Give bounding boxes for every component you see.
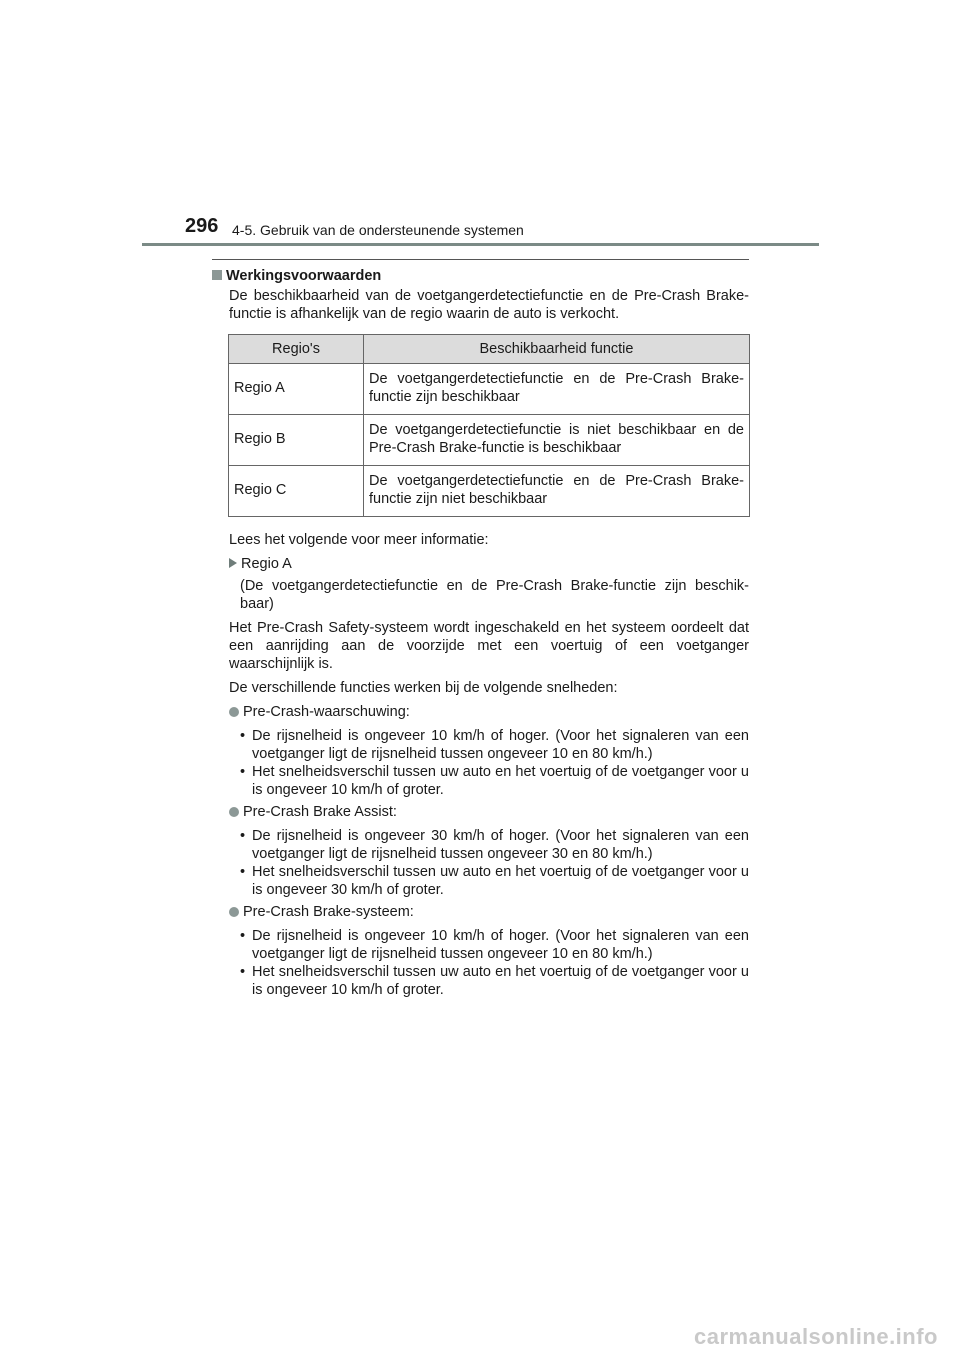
table-row	[229, 466, 750, 517]
dot-bullet: •	[240, 764, 246, 780]
list-item-text: Het snelheidsverschil tussen uw auto en het voertuig of de voetganger voor u is ongeveer 30 km/h of groter.	[252, 864, 749, 898]
dot-bullet: •	[240, 864, 246, 880]
function-pre-crash-warning	[212, 703, 749, 799]
function-name: Pre-Crash-waarschuwing:	[243, 704, 410, 720]
list-item-text: De rijsnelheid is ongeveer 10 km/h of hoger. (Voor het signaleren van een voetganger ligt de rijsnelheid tussen ongeveer 10 en 80 km/h.)	[252, 928, 749, 962]
circle-bullet-icon	[229, 707, 239, 717]
circle-bullet-icon	[229, 907, 239, 917]
paragraph-system-activation: Het Pre-Crash Safety-systeem wordt ingeschakeld en het systeem oordeelt dat een aanrijding aan de voorzijde met een voertuig of een voetganger waarschijnlijk is.	[229, 620, 749, 672]
paragraph-speeds-intro: De verschillende functies werken bij de volgende snelheden:	[229, 680, 618, 696]
list-item	[212, 727, 749, 763]
region-a-note: (De voetgangerdetectiefunctie en de Pre-Crash Brake-functie zijn beschik-baar)	[240, 578, 749, 612]
dot-bullet: •	[240, 964, 246, 980]
list-item	[212, 763, 749, 799]
dot-bullet: •	[240, 828, 246, 844]
square-bullet-icon	[212, 270, 222, 280]
table-row	[229, 415, 750, 466]
table-cell-region: Regio B	[229, 415, 364, 466]
function-pre-crash-brake-system	[212, 903, 749, 999]
function-name: Pre-Crash Brake-systeem:	[243, 904, 414, 920]
list-item-text: Het snelheidsverschil tussen uw auto en het voertuig of de voetganger voor u is ongeveer 10 km/h of groter.	[252, 964, 749, 998]
chapter-title: 4-5. Gebruik van de ondersteunende systemen	[232, 222, 524, 238]
function-name: Pre-Crash Brake Assist:	[243, 804, 397, 820]
table-header-availability: Beschikbaarheid functie	[364, 335, 750, 364]
region-a-heading	[212, 555, 749, 573]
list-item-text: De rijsnelheid is ongeveer 30 km/h of hoger. (Voor het signaleren van een voetganger ligt de rijsnelheid tussen ongeveer 30 en 80 km/h.)	[252, 828, 749, 862]
function-pre-crash-brake-assist	[212, 803, 749, 899]
page-content	[212, 259, 749, 1003]
page-number: 296	[185, 215, 219, 237]
section-top-rule	[212, 259, 749, 260]
section-intro: De beschikbaarheid van de voetgangerdetectiefunctie en de Pre-Crash Brake-functie is afhankelijk van de regio waarin de auto is verkocht.	[229, 288, 749, 322]
dot-bullet: •	[240, 728, 246, 744]
watermark-text: carmanualsonline.info	[694, 1324, 938, 1349]
section-heading	[212, 267, 749, 285]
table-cell-availability: De voetgangerdetectiefunctie en de Pre-Crash Brake-functie zijn beschikbaar	[364, 364, 750, 415]
region-a-label: Regio A	[241, 556, 292, 572]
info-intro: Lees het volgende voor meer informatie:	[229, 532, 489, 548]
table-cell-region: Regio C	[229, 466, 364, 517]
table-header-regions: Regio's	[229, 335, 364, 364]
function-heading	[212, 803, 749, 821]
list-item-text: Het snelheidsverschil tussen uw auto en het voertuig of de voetganger voor u is ongeveer 10 km/h of groter.	[252, 764, 749, 798]
function-heading	[212, 903, 749, 921]
dot-bullet: •	[240, 928, 246, 944]
section-heading-text: Werkingsvoorwaarden	[226, 268, 382, 284]
list-item	[212, 927, 749, 963]
table-cell-availability: De voetgangerdetectiefunctie en de Pre-Crash Brake-functie zijn niet beschikbaar	[364, 466, 750, 517]
list-item-text: De rijsnelheid is ongeveer 10 km/h of hoger. (Voor het signaleren van een voetganger ligt de rijsnelheid tussen ongeveer 10 en 80 km/h.)	[252, 728, 749, 762]
function-heading	[212, 703, 749, 721]
table-header-row	[229, 335, 750, 364]
circle-bullet-icon	[229, 807, 239, 817]
table-cell-availability: De voetgangerdetectiefunctie is niet beschikbaar en de Pre-Crash Brake-functie is beschikbaar	[364, 415, 750, 466]
list-item	[212, 963, 749, 999]
table-row	[229, 364, 750, 415]
list-item	[212, 863, 749, 899]
triangle-arrow-icon	[229, 558, 237, 568]
list-item	[212, 827, 749, 863]
table-cell-region: Regio A	[229, 364, 364, 415]
header-rule	[142, 243, 819, 246]
region-availability-table	[228, 334, 750, 517]
